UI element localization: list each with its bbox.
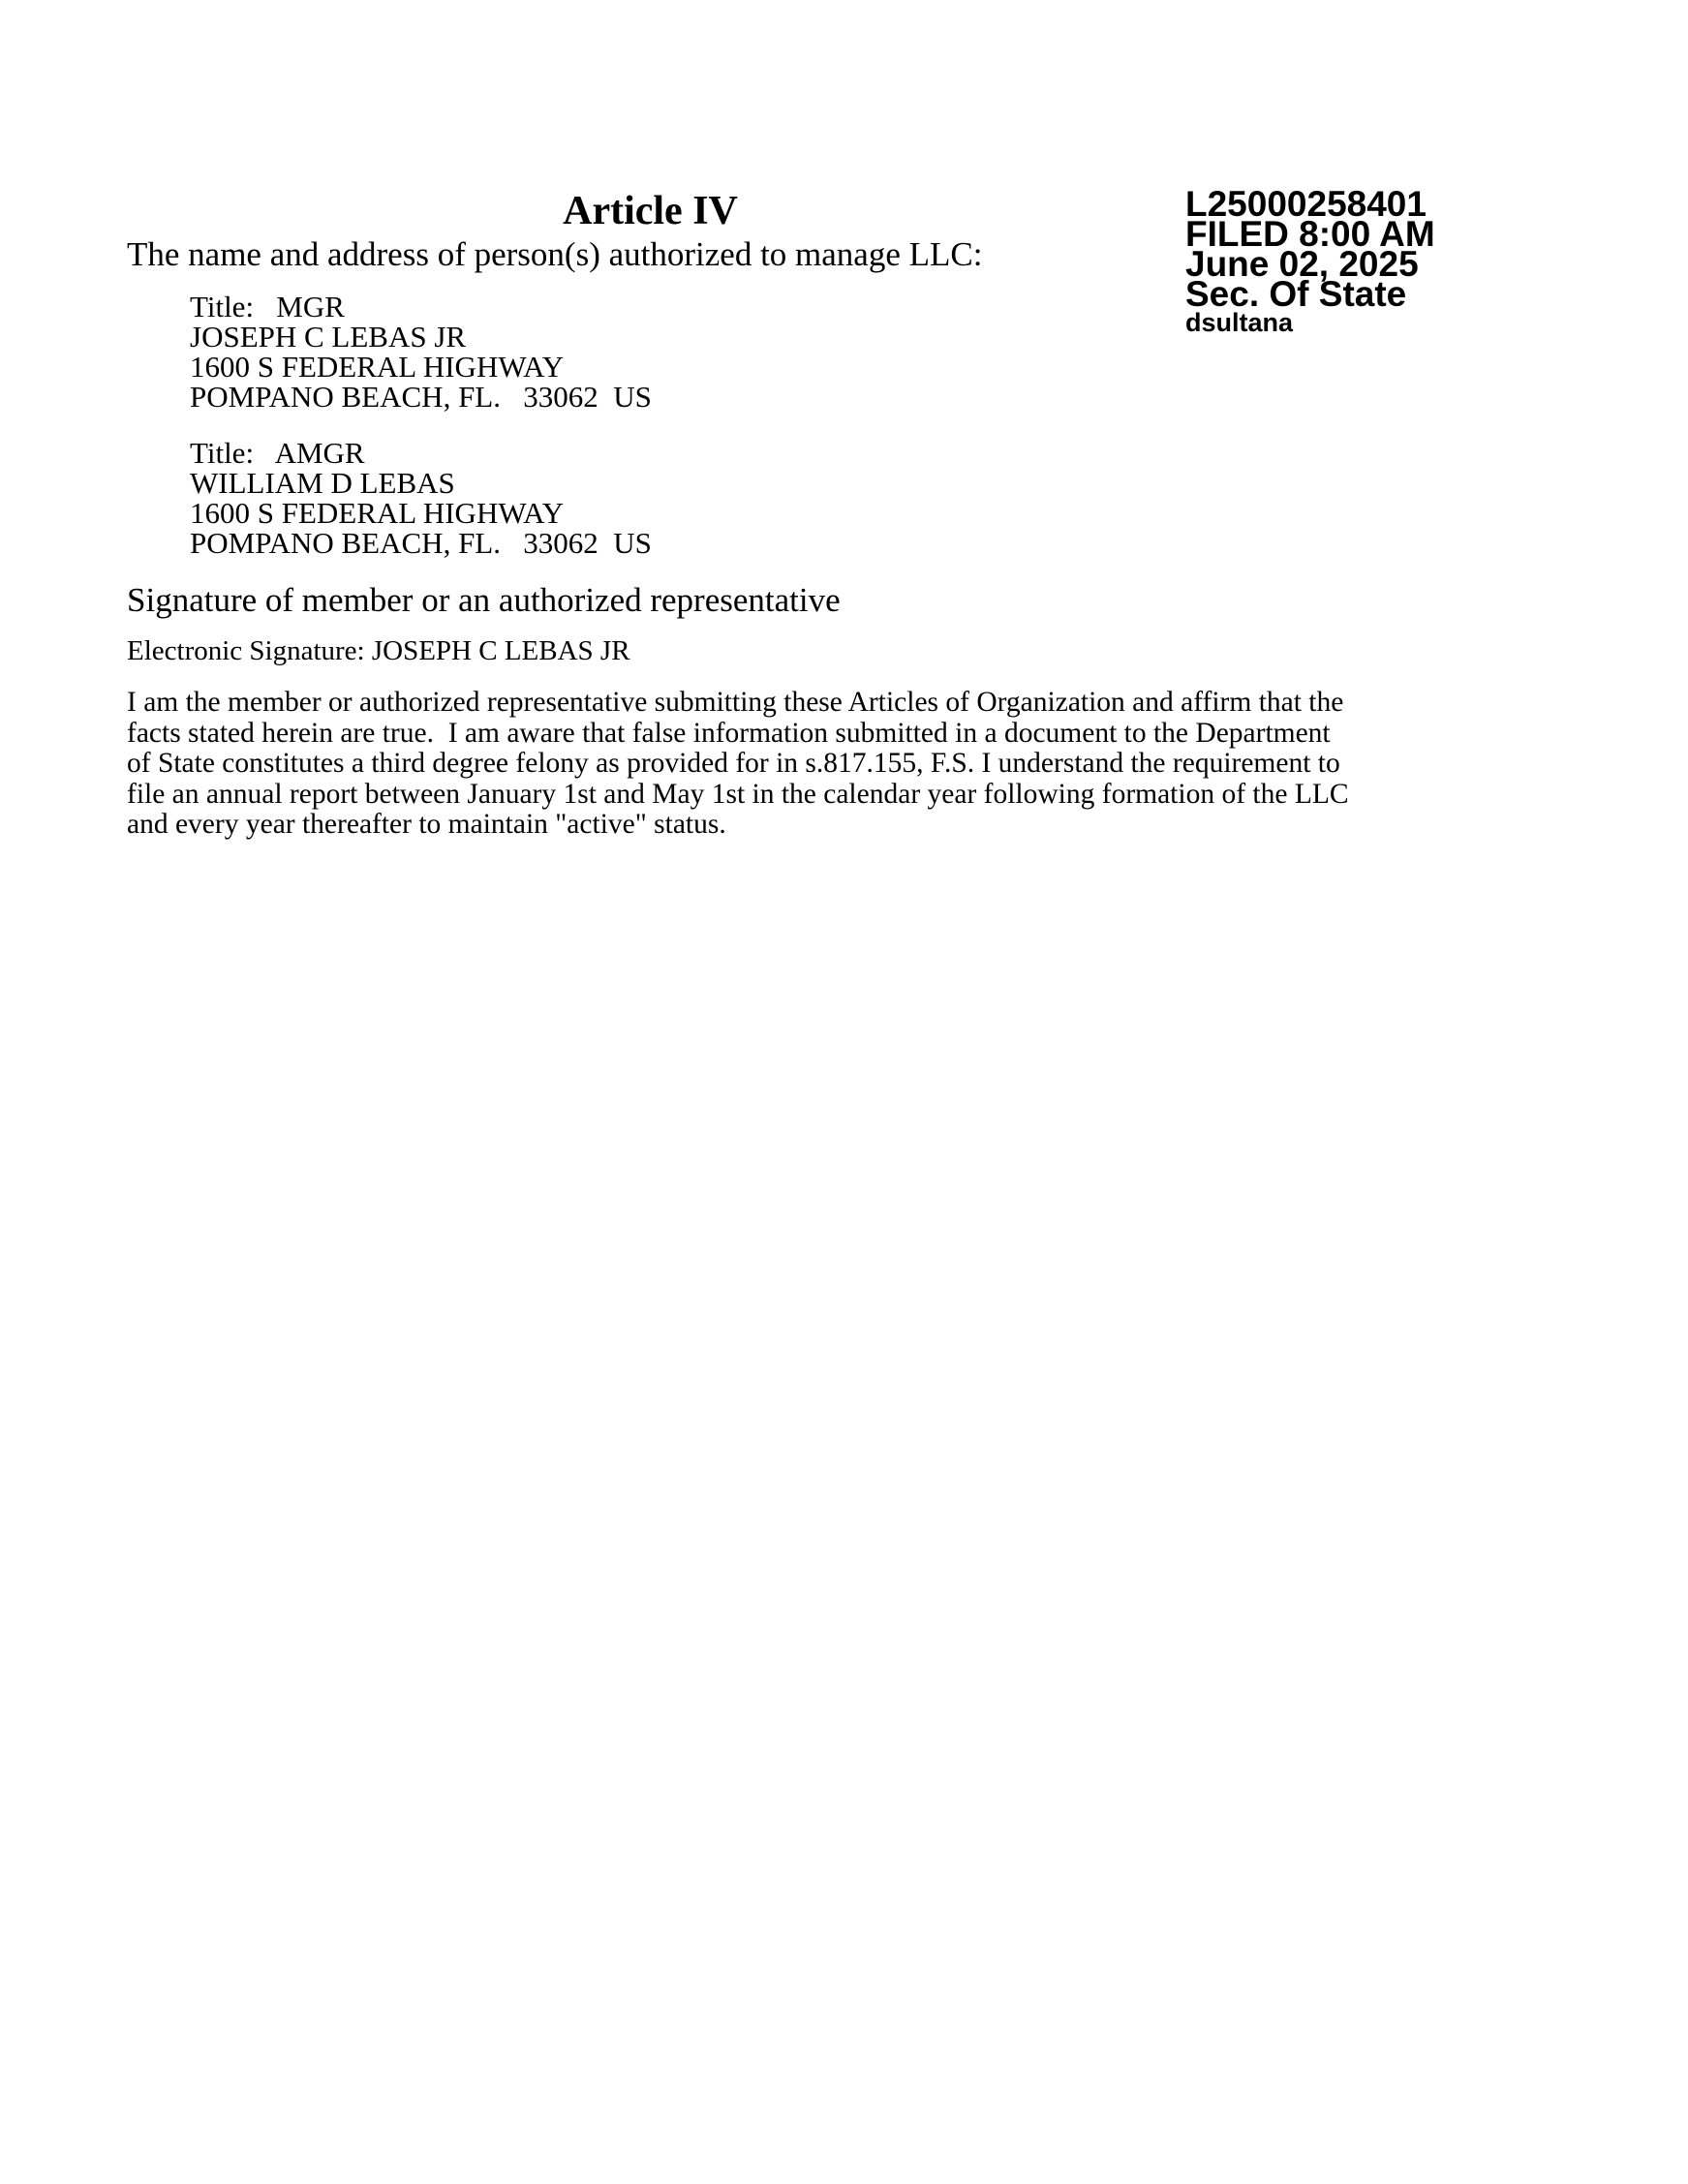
electronic-signature: Electronic Signature: JOSEPH C LEBAS JR [127, 635, 630, 666]
affirmation-line: facts stated herein are true. I am aware that false information submitted in a document to the Department [127, 717, 1331, 749]
filed-date: June 02, 2025 [1185, 244, 1419, 284]
filing-office: Sec. Of State [1185, 274, 1407, 314]
manager-title: Title: AMGR [190, 436, 365, 470]
affirmation-line: of State constitutes a third degree felony as provided for in s.817.155, F.S. I understand the requirement to [127, 748, 1340, 779]
manager-block-2 [190, 438, 652, 558]
manager-title: Title: MGR [190, 290, 345, 323]
article-heading: Article IV [563, 189, 738, 233]
affirmation-line: I am the member or authorized representative submitting these Articles of Organization and affirm that the [127, 687, 1344, 718]
filing-stamp [1185, 184, 1435, 337]
managers-intro: The name and address of person(s) authorized to manage LLC: [127, 235, 983, 273]
manager-block-1 [190, 292, 652, 412]
manager-name: JOSEPH C LEBAS JR [190, 320, 467, 354]
manager-street: 1600 S FEDERAL HIGHWAY [190, 496, 565, 530]
affirmation-line: file an annual report between January 1st and May 1st in the calendar year following formation of the LLC [127, 778, 1349, 810]
manager-city-line: POMPANO BEACH, FL. 33062 US [190, 526, 652, 560]
signature-heading: Signature of member or an authorized representative [127, 581, 841, 619]
filed-time: FILED 8:00 AM [1185, 214, 1435, 254]
document-number: L25000258401 [1185, 184, 1427, 224]
affirmation-line: and every year thereafter to maintain "active" status. [127, 809, 726, 840]
manager-city-line: POMPANO BEACH, FL. 33062 US [190, 380, 652, 414]
clerk-name: dsultana [1185, 308, 1294, 337]
manager-street: 1600 S FEDERAL HIGHWAY [190, 350, 565, 384]
manager-name: WILLIAM D LEBAS [190, 466, 455, 500]
affirmation-paragraph [127, 688, 1521, 841]
